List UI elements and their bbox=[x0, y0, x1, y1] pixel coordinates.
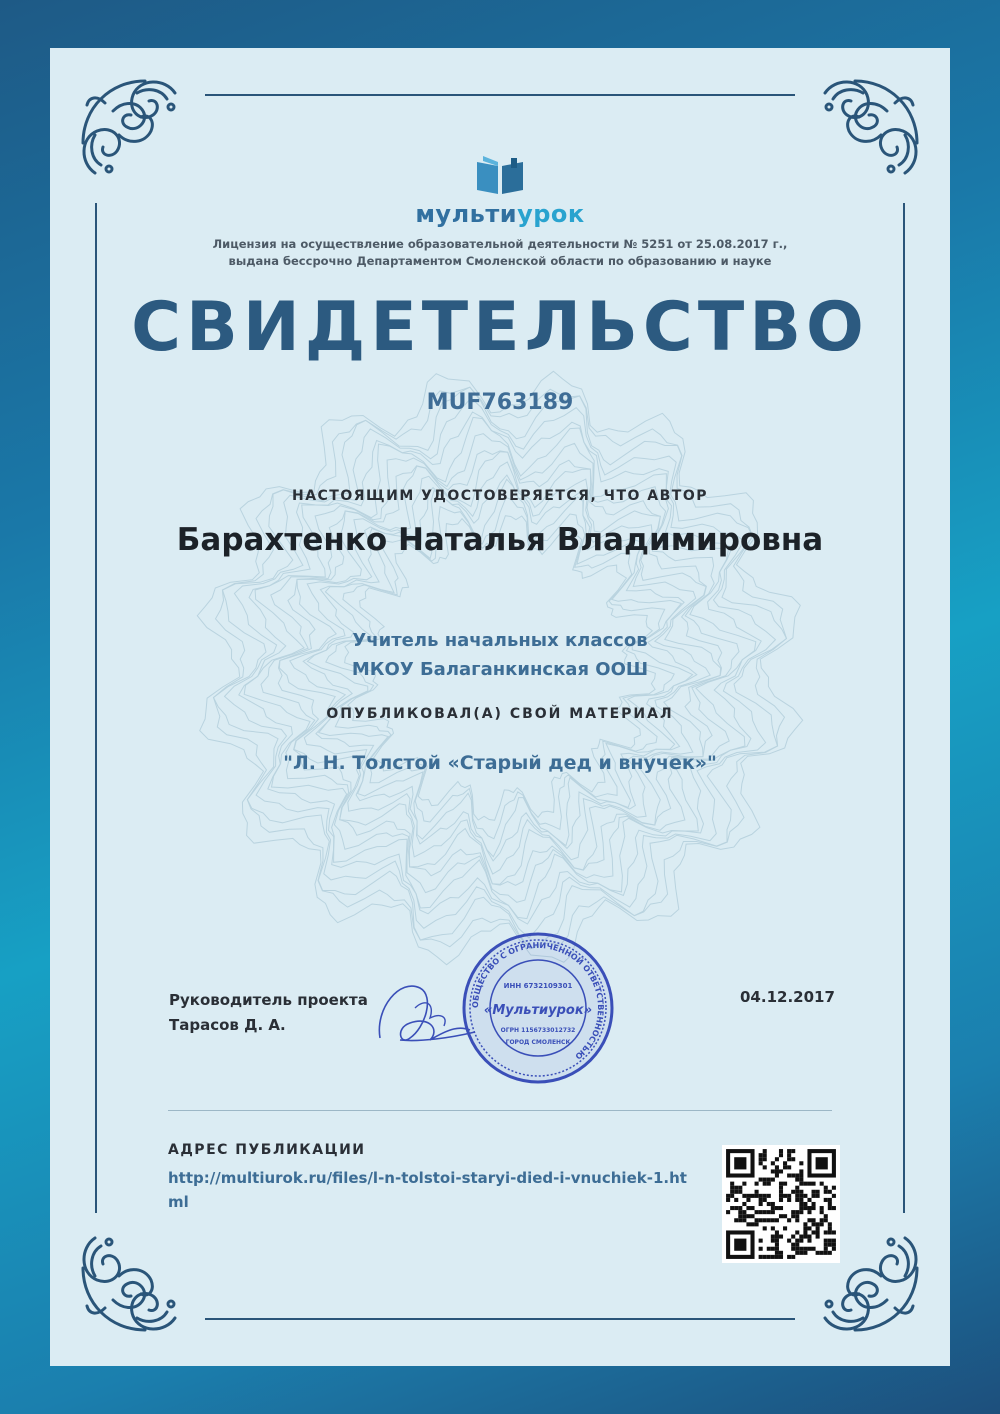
frame-bottom-line bbox=[205, 1318, 795, 1320]
address-label: АДРЕС ПУБЛИКАЦИИ bbox=[168, 1142, 366, 1158]
stamp-outer-text: ОБЩЕСТВО С ОГРАНИЧЕННОЙ ОТВЕТСТВЕННОСТЬЮ bbox=[470, 940, 606, 1061]
project-manager bbox=[169, 988, 368, 1038]
stamp-center-text: «Мультиурок» bbox=[483, 1003, 593, 1018]
position-line-2: МКОУ Балаганкинская ООШ bbox=[351, 659, 649, 680]
stamp-inn: ИНН 6732109301 bbox=[503, 982, 573, 990]
license-line-1: Лицензия на осуществление образовательной деятельности № 5251 от 25.08.2017 г., bbox=[212, 237, 788, 251]
logo-prefix: мульти bbox=[415, 200, 518, 228]
logo-suffix: урок bbox=[517, 200, 585, 228]
manager-name: Тарасов Д. А. bbox=[169, 1016, 286, 1034]
license-line-2: выдана бессрочно Департаментом Смоленской области по образованию и науке bbox=[228, 254, 772, 268]
certify-text: НАСТОЯЩИМ УДОСТОВЕРЯЕТСЯ, ЧТО АВТОР bbox=[291, 488, 709, 504]
company-stamp bbox=[460, 930, 616, 1086]
corner-ornament-top-right bbox=[815, 73, 925, 183]
footer-divider bbox=[168, 1110, 832, 1111]
certificate-title: СВИДЕТЕЛЬСТВО bbox=[131, 288, 869, 367]
corner-ornament-top-left bbox=[75, 73, 185, 183]
stamp-ogrn: ОГРН 1156733012732 bbox=[500, 1027, 576, 1034]
author-position bbox=[50, 626, 950, 684]
logo-text bbox=[50, 200, 950, 228]
position-line-1: Учитель начальных классов bbox=[352, 630, 648, 651]
stamp-city: ГОРОД СМОЛЕНСК bbox=[505, 1039, 571, 1046]
material-title: "Л. Н. Толстой «Старый дед и внучек»" bbox=[283, 752, 717, 774]
issue-date: 04.12.2017 bbox=[740, 988, 835, 1006]
license-info bbox=[50, 236, 950, 270]
publication-link[interactable]: http://multiurok.ru/files/l-n-tolstoi-staryi-died-i-vnuchiek-1.html bbox=[168, 1169, 687, 1211]
frame-top-line bbox=[205, 94, 795, 96]
qr-code[interactable] bbox=[722, 1145, 840, 1263]
open-book-icon bbox=[475, 156, 525, 196]
certificate-sheet bbox=[50, 48, 950, 1366]
corner-ornament-bottom-left bbox=[75, 1228, 185, 1338]
published-text: ОПУБЛИКОВАЛ(А) СВОЙ МАТЕРИАЛ bbox=[326, 706, 674, 722]
author-name: Барахтенко Наталья Владимировна bbox=[176, 522, 824, 558]
certificate-number: MUF763189 bbox=[426, 390, 574, 415]
manager-role: Руководитель проекта bbox=[169, 991, 368, 1009]
